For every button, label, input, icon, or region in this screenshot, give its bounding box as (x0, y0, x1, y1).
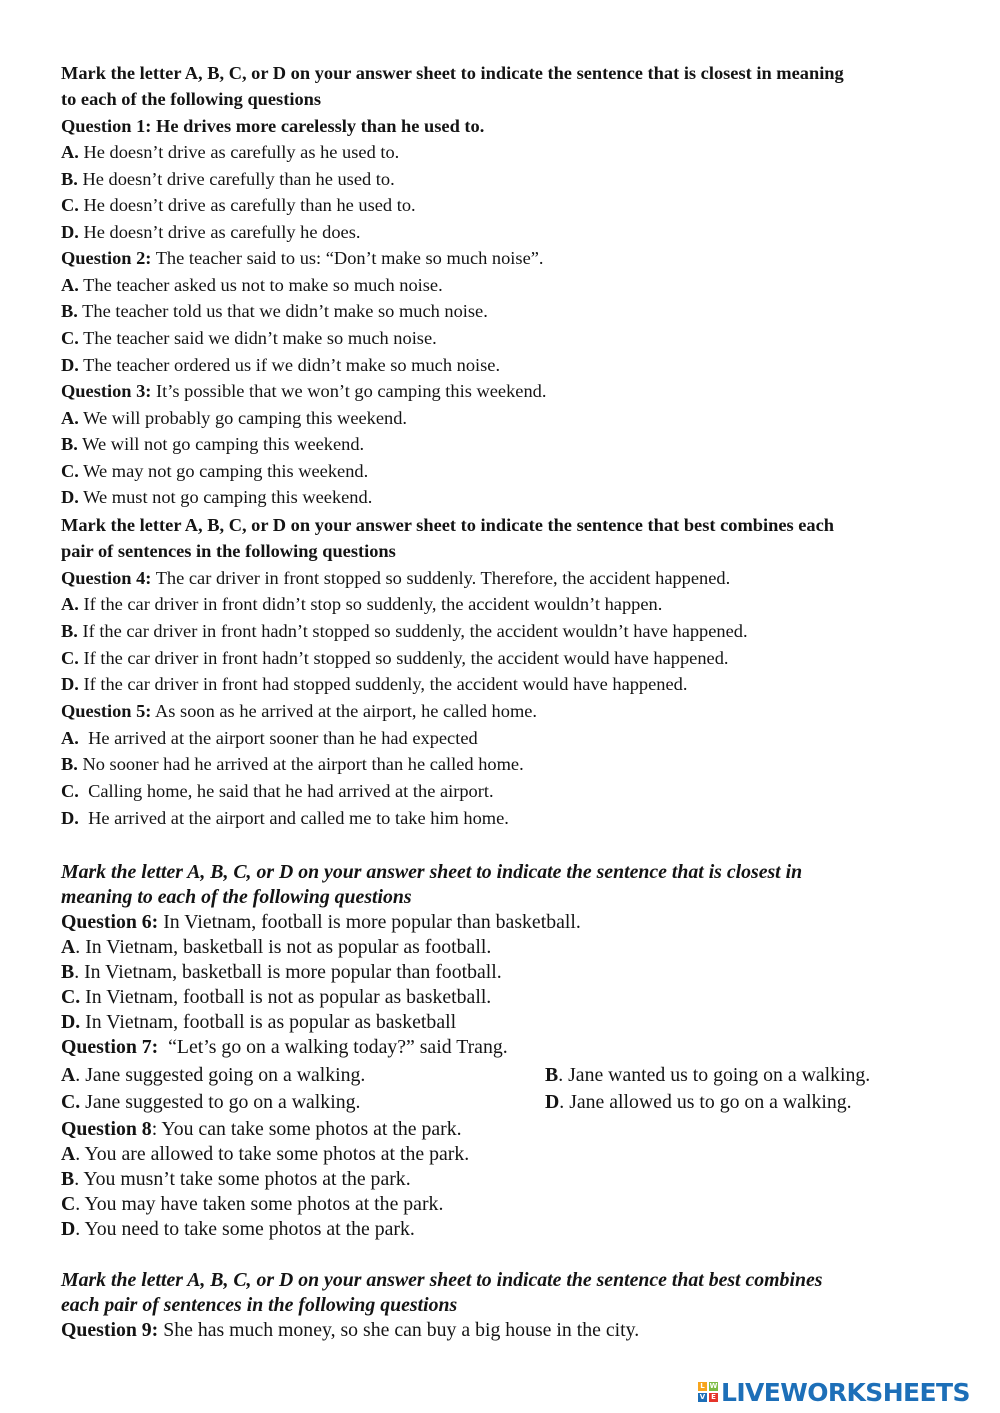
section-1-instruction: Mark the letter A, B, C, or D on your answer sheet to indicate the sentence that is closest in meaning (61, 63, 844, 83)
q2-option-d[interactable] (61, 353, 500, 377)
option-letter: C. (61, 461, 79, 481)
q1-option-d[interactable] (61, 220, 360, 244)
q8-option-a[interactable] (61, 1142, 469, 1166)
q8-option-c[interactable] (61, 1192, 443, 1216)
question-label: Question 5: (61, 701, 152, 721)
question-text: As soon as he arrived at the airport, he called home. (151, 701, 538, 721)
question-label: Question 1: (61, 116, 152, 136)
q5-option-c[interactable] (61, 779, 494, 803)
option-text: . You may have taken some photos at the park. (75, 1193, 444, 1215)
option-text: Calling home, he said that he had arrived at the airport. (78, 781, 494, 801)
q3-option-b[interactable] (61, 432, 364, 456)
option-letter: D. (61, 1011, 81, 1033)
question-text: She has much money, so she can buy a big house in the city. (158, 1319, 640, 1341)
question-label: Question 8 (61, 1118, 152, 1140)
option-text: The teacher ordered us if we didn’t make so much noise. (78, 355, 501, 375)
question-label: Question 3: (61, 381, 152, 401)
question-label: Question 4: (61, 568, 152, 588)
liveworksheets-logo-icon (698, 1382, 718, 1402)
option-letter: D. (61, 808, 79, 828)
option-letter: D. (61, 487, 79, 507)
option-letter: A (61, 936, 76, 958)
question-text: The car driver in front stopped so suddenly. Therefore, the accident happened. (151, 568, 731, 588)
q3-option-c[interactable] (61, 459, 368, 483)
q6-option-a[interactable] (61, 935, 491, 959)
section-4-instruction-cont: each pair of sentences in the following questions (61, 1294, 458, 1316)
question-text: The teacher said to us: “Don’t make so much noise”. (151, 248, 544, 268)
question-text: It’s possible that we won’t go camping this weekend. (151, 381, 547, 401)
option-letter: B. (61, 621, 78, 641)
option-letter: B (61, 1168, 75, 1190)
option-text: He doesn’t drive as carefully than he used to. (78, 195, 416, 215)
q1-option-c[interactable] (61, 193, 416, 217)
q6-option-d[interactable] (61, 1010, 456, 1034)
logo-square-w: W (709, 1382, 718, 1390)
option-letter: A (61, 1064, 76, 1086)
option-letter: A. (61, 142, 79, 162)
option-letter: B. (61, 301, 78, 321)
option-text: The teacher asked us not to make so much noise. (78, 275, 443, 295)
question-7 (61, 1035, 508, 1059)
option-text: No sooner had he arrived at the airport than he called home. (77, 754, 524, 774)
option-letter: C. (61, 781, 79, 801)
question-8 (61, 1117, 462, 1141)
section-4-instruction: Mark the letter A, B, C, or D on your answer sheet to indicate the sentence that best combines (61, 1269, 823, 1291)
section-3-instruction-cont: meaning to each of the following questions (61, 886, 412, 908)
option-text: We must not go camping this weekend. (78, 487, 373, 507)
option-letter: A. (61, 594, 79, 614)
q8-option-d[interactable] (61, 1217, 415, 1241)
option-letter: A. (61, 728, 79, 748)
option-text: . Jane suggested going on a walking. (75, 1064, 366, 1086)
question-text: “Let’s go on a walking today?” said Trang. (158, 1036, 508, 1058)
liveworksheets-brand-text: LIVEWORKSHEETS (721, 1377, 970, 1407)
option-letter: D. (61, 222, 79, 242)
question-text: In Vietnam, football is more popular than basketball. (158, 911, 581, 933)
q7-option-c[interactable] (61, 1090, 360, 1114)
option-text: The teacher said we didn’t make so much noise. (78, 328, 437, 348)
option-letter: B. (61, 434, 78, 454)
question-5 (61, 699, 537, 723)
option-letter: D (61, 1218, 76, 1240)
q1-option-a[interactable] (61, 140, 399, 164)
option-text: In Vietnam, football is not as popular as basketball. (80, 986, 492, 1008)
option-text: Jane suggested to go on a walking. (80, 1091, 361, 1113)
logo-square-v: V (699, 1393, 706, 1401)
q4-option-d[interactable] (61, 672, 687, 696)
q5-option-a[interactable] (61, 726, 478, 750)
option-text: He doesn’t drive as carefully as he used to. (78, 142, 400, 162)
question-label: Question 6: (61, 911, 159, 933)
section-2-instruction-cont: pair of sentences in the following questions (61, 541, 396, 561)
option-letter: C. (61, 986, 81, 1008)
q4-option-c[interactable] (61, 646, 729, 670)
option-text: . Jane wanted us to going on a walking. (558, 1064, 871, 1086)
q8-option-b[interactable] (61, 1167, 411, 1191)
q1-option-b[interactable] (61, 167, 395, 191)
q4-option-b[interactable] (61, 619, 748, 643)
q7-option-a[interactable] (61, 1063, 365, 1087)
option-text: . In Vietnam, basketball is not as popular as football. (75, 936, 492, 958)
option-text: If the car driver in front didn’t stop so suddenly, the accident wouldn’t happen. (78, 594, 663, 614)
option-text: . You are allowed to take some photos at the park. (75, 1143, 470, 1165)
question-text: He drives more carelessly than he used to. (151, 116, 485, 136)
q6-option-c[interactable] (61, 985, 491, 1009)
option-text: . You musn’t take some photos at the park. (74, 1168, 411, 1190)
option-letter: B. (61, 169, 78, 189)
option-text: We may not go camping this weekend. (78, 461, 369, 481)
q7-option-b[interactable] (545, 1063, 870, 1087)
option-letter: D. (61, 674, 79, 694)
question-6 (61, 910, 581, 934)
question-label: Question 7: (61, 1036, 159, 1058)
question-3 (61, 379, 546, 403)
option-letter: D. (61, 355, 79, 375)
liveworksheets-logo[interactable] (698, 1376, 970, 1408)
option-letter: C. (61, 328, 79, 348)
option-text: If the car driver in front hadn’t stopped so suddenly, the accident wouldn’t have happened. (77, 621, 748, 641)
question-1 (61, 114, 484, 138)
option-letter: B (61, 961, 75, 983)
option-letter: C. (61, 648, 79, 668)
option-text: . You need to take some photos at the park. (75, 1218, 415, 1240)
question-label: Question 2: (61, 248, 152, 268)
option-text: He doesn’t drive carefully than he used to. (77, 169, 395, 189)
option-letter: C. (61, 1091, 81, 1113)
q2-option-b[interactable] (61, 299, 488, 323)
q2-option-c[interactable] (61, 326, 437, 350)
option-letter: B. (61, 754, 78, 774)
option-text: He arrived at the airport and called me to take him home. (78, 808, 509, 828)
option-letter: A. (61, 408, 79, 428)
option-letter: D (545, 1091, 560, 1113)
option-text: We will not go camping this weekend. (77, 434, 365, 454)
logo-square-l: L (698, 1382, 707, 1391)
option-text: If the car driver in front had stopped suddenly, the accident would have happened. (78, 674, 688, 694)
option-letter: A (61, 1143, 76, 1165)
option-text: We will probably go camping this weekend. (78, 408, 408, 428)
q4-option-a[interactable] (61, 592, 662, 616)
question-2 (61, 246, 544, 270)
q3-option-a[interactable] (61, 406, 407, 430)
option-letter: B (545, 1064, 559, 1086)
question-label: Question 9: (61, 1319, 159, 1341)
option-text: If the car driver in front hadn’t stopped so suddenly, the accident would have happened. (78, 648, 729, 668)
q3-option-d[interactable] (61, 485, 372, 509)
q5-option-d[interactable] (61, 806, 509, 830)
section-2-instruction: Mark the letter A, B, C, or D on your answer sheet to indicate the sentence that best combines each (61, 515, 834, 535)
option-letter: C. (61, 195, 79, 215)
section-1-instruction-cont: to each of the following questions (61, 89, 322, 109)
q5-option-b[interactable] (61, 752, 524, 776)
section-3-instruction: Mark the letter A, B, C, or D on your answer sheet to indicate the sentence that is closest in (61, 861, 803, 883)
q2-option-a[interactable] (61, 273, 443, 297)
option-letter: A. (61, 275, 79, 295)
option-text: He doesn’t drive as carefully he does. (78, 222, 361, 242)
q7-option-d[interactable] (545, 1090, 852, 1114)
option-letter: C (61, 1193, 76, 1215)
option-text: He arrived at the airport sooner than he had expected (78, 728, 478, 748)
option-text: . Jane allowed us to go on a walking. (559, 1091, 852, 1113)
option-text: The teacher told us that we didn’t make so much noise. (77, 301, 488, 321)
option-text: . In Vietnam, basketball is more popular than football. (74, 961, 502, 983)
q6-option-b[interactable] (61, 960, 502, 984)
option-text: In Vietnam, football is as popular as basketball (80, 1011, 457, 1033)
question-9 (61, 1318, 639, 1342)
question-4 (61, 566, 730, 590)
logo-square-e: E (709, 1393, 718, 1402)
question-text: : You can take some photos at the park. (151, 1118, 462, 1140)
